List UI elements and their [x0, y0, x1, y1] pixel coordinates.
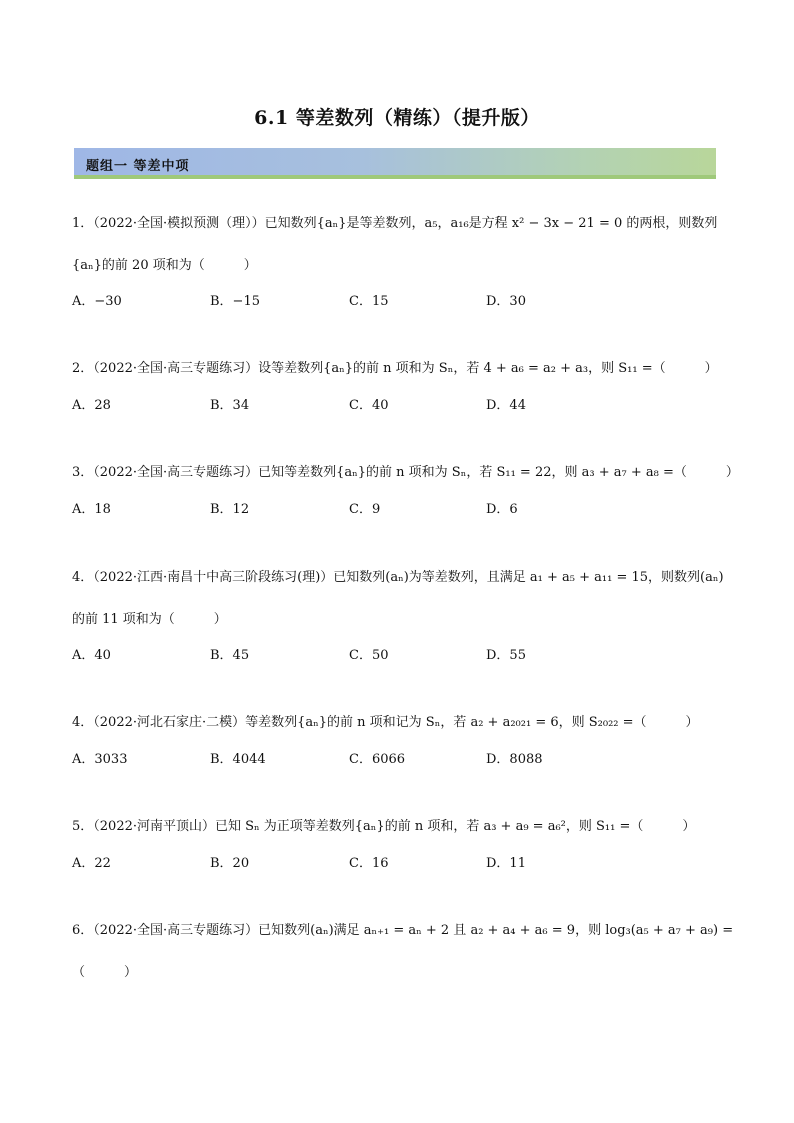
option-d[interactable]: D．11 [486, 856, 526, 871]
question-text: 4．（2022·河北石家庄·二模）等差数列{aₙ}的前 n 项和记为 Sₙ，若 a₂ + a₂₀₂₁ = 6，则 S₂₀₂₂ =（ ） [72, 715, 699, 730]
question-text: 5．（2022·河南平顶山）已知 Sₙ 为正项等差数列{aₙ}的前 n 项和，若 a₃ + a₉ = a₆²，则 S₁₁ =（ ） [72, 819, 696, 834]
question-3 [72, 461, 739, 480]
question-text: 2．（2022·全国·高三专题练习）设等差数列{aₙ}的前 n 项和为 Sₙ，若 4 + a₆ = a₂ + a₃，则 S₁₁ =（ ） [72, 361, 718, 376]
question-text-cont: {aₙ}的前 20 项和为（ ） [72, 258, 257, 273]
option-d[interactable]: D．6 [486, 502, 518, 517]
option-b[interactable]: B．20 [210, 856, 250, 871]
option-a[interactable]: A．−30 [72, 294, 122, 309]
question-1 [72, 212, 717, 273]
option-a[interactable]: A．3033 [72, 752, 128, 767]
question-text: 3．（2022·全国·高三专题练习）已知等差数列{aₙ}的前 n 项和为 Sₙ，若 S₁₁ = 22，则 a₃ + a₇ + a₈ =（ ） [72, 465, 739, 480]
option-a[interactable]: A．40 [72, 648, 111, 663]
question-text-cont: 的前 11 项和为（ ） [72, 612, 227, 627]
question-text-cont: （ ） [72, 965, 138, 980]
option-b[interactable]: B．45 [210, 648, 250, 663]
option-d[interactable]: D．55 [486, 648, 526, 663]
question-6 [72, 919, 733, 980]
option-b[interactable]: B．34 [210, 398, 250, 413]
option-b[interactable]: B．12 [210, 502, 250, 517]
option-c[interactable]: C．16 [349, 856, 389, 871]
option-d[interactable]: D．30 [486, 294, 526, 309]
option-a[interactable]: A．22 [72, 856, 111, 871]
option-b[interactable]: B．−15 [210, 294, 260, 309]
option-c[interactable]: C．9 [349, 502, 381, 517]
section-banner [74, 148, 716, 179]
option-c[interactable]: C．15 [349, 294, 389, 309]
option-d[interactable]: D．44 [486, 398, 526, 413]
question-4a [72, 566, 724, 627]
question-text: 4．（2022·江西·南昌十中高三阶段练习(理)）已知数列(aₙ)为等差数列，且满足 a₁ + a₅ + a₁₁ = 15，则数列(aₙ) [72, 570, 724, 585]
question-text: 1．（2022·全国·模拟预测（理））已知数列{aₙ}是等差数列，a₅，a₁₆是方程 x² − 3x − 21 = 0 的两根，则数列 [72, 216, 718, 231]
question-4b [72, 711, 699, 730]
page-title: 6.1 等差数列（精练）（提升版） [254, 107, 540, 129]
option-c[interactable]: C．50 [349, 648, 389, 663]
question-text: 6．（2022·全国·高三专题练习）已知数列(aₙ)满足 aₙ₊₁ = aₙ + 2 且 a₂ + a₄ + a₆ = 9，则 log₃(a₅ + a₇ + a₉) = [72, 923, 734, 938]
option-c[interactable]: C．40 [349, 398, 389, 413]
option-a[interactable]: A．28 [72, 398, 111, 413]
option-d[interactable]: D．8088 [486, 752, 543, 767]
option-b[interactable]: B．4044 [210, 752, 266, 767]
question-5 [72, 815, 695, 834]
option-c[interactable]: C．6066 [349, 752, 406, 767]
question-2 [72, 357, 718, 376]
section-label: 题组一 等差中项 [86, 159, 190, 174]
option-a[interactable]: A．18 [72, 502, 111, 517]
